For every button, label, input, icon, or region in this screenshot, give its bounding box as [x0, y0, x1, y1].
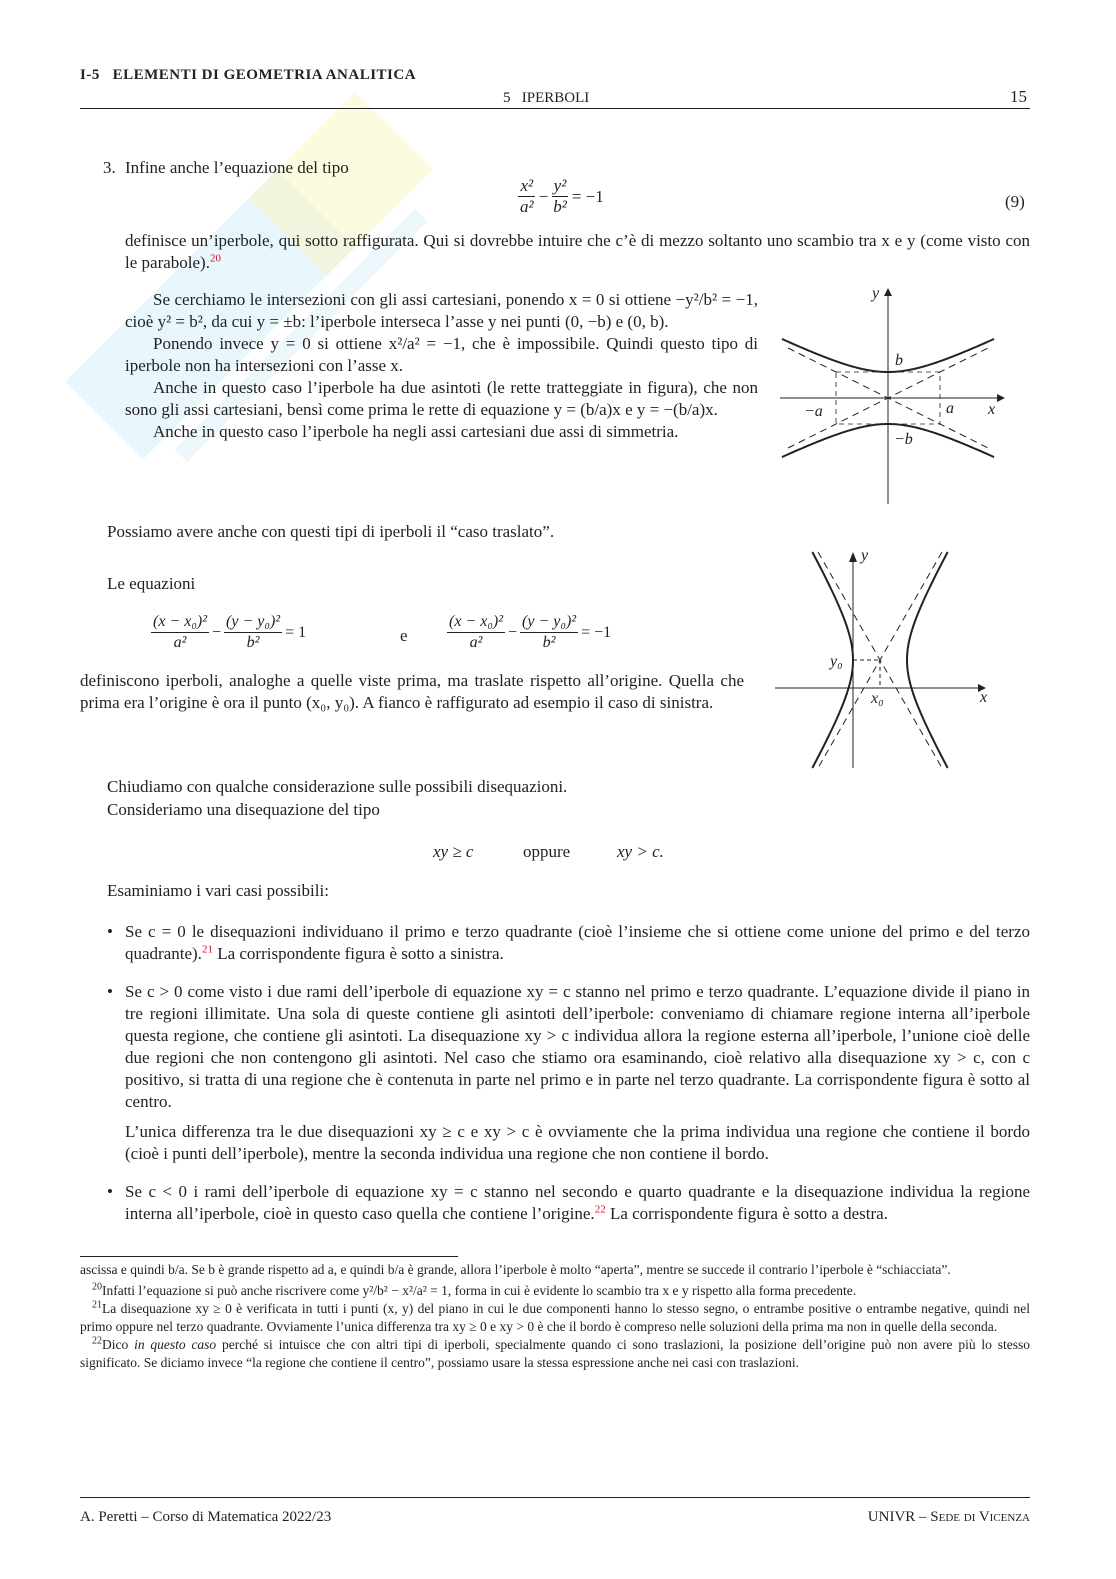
footnote-ref-20[interactable]: 20 — [209, 252, 221, 265]
eq-numerator: x² — [520, 176, 534, 195]
conjunction: e — [400, 626, 408, 645]
section-title: 5 IPERBOLI — [503, 90, 590, 106]
footer-institution: UNIVR – Sede di Vicenza — [867, 1509, 1030, 1525]
bullet-text: La corrispondente figura è sotto a sinistra. — [212, 944, 504, 963]
right-branch — [907, 552, 948, 768]
paragraph: Se cerchiamo le intersezioni con gli assi cartesiani, ponendo x = 0 si ottiene −y²/b² = −1, cioè y² = b², da cui y = ±b: l’iperbole interseca l’asse y nei punti (0, −b) e (0, b). — [125, 290, 758, 331]
eq-rhs: = −1 — [581, 623, 612, 641]
bullet-icon: • — [107, 982, 113, 1001]
vertex-label-neg-b: −b — [894, 431, 913, 448]
paragraph: Anche in questo caso l’iperbole ha negli assi cartesiani due assi di simmetria. — [153, 422, 679, 441]
label-a: a — [946, 400, 954, 417]
footnote-22 — [80, 1336, 1030, 1372]
eq-denominator: b² — [246, 634, 260, 651]
paragraph: Chiudiamo con qualche considerazione sulle possibili disequazioni. — [107, 777, 568, 796]
equation-label: (9) — [1005, 192, 1025, 211]
bullet-list — [107, 921, 1030, 1225]
label-neg-a: −a — [804, 403, 823, 420]
eq-rhs: = −1 — [571, 186, 604, 206]
bullet-item — [107, 1181, 1030, 1225]
bullet-icon: • — [107, 922, 113, 941]
bullet-text: La corrispondente figura è sotto a destra. — [605, 1204, 888, 1223]
footer-rule — [80, 1497, 1030, 1498]
footnote-21 — [80, 1300, 1030, 1336]
paragraph: Esaminiamo i vari casi possibili: — [107, 881, 329, 900]
bullet-text: Se c < 0 i rami dell’iperbole di equazione xy = c stanno nel secondo e quarto quadrante e la disequazione individua la regione interna all’iperbole, cioè in questo caso quella che contiene l’origine. — [125, 1182, 1030, 1223]
x0-label: x₀ — [871, 690, 884, 707]
header-rule — [80, 108, 1030, 109]
eq-numerator: y² — [553, 176, 567, 195]
paragraph: Possiamo avere anche con questi tipi di iperboli il “caso traslato”. — [107, 522, 555, 541]
y-axis-arrow-icon — [849, 552, 857, 562]
bullet-text: Se c = 0 le disequazioni individuano il primo e terzo quadrante (cioè l’insieme che si ottiene come unione del primo e del terzo quadrante). — [125, 922, 1030, 963]
x-axis-label: x — [988, 401, 996, 418]
footnote-emphasis: in questo caso — [134, 1337, 217, 1352]
paragraph: Le equazioni — [107, 574, 196, 593]
inequality-a: xy ≥ c — [433, 842, 474, 861]
inequality-b: xy > c. — [617, 842, 664, 861]
eq-denominator: a² — [173, 634, 187, 651]
eq-numerator: (y − y₀)² — [224, 612, 282, 633]
eq-numerator: (x − x₀)² — [151, 612, 209, 633]
paragraph: definiscono iperboli, analoghe a quelle viste prima, ma traslate rispetto all’origine. Quella che prima era l’origine è ora il punto (x₀, y₀). A fianco è raffigurato ad esempio il caso di sinistra. — [80, 671, 744, 712]
chapter-title: I-5 ELEMENTI DI GEOMETRIA ANALITICA — [80, 67, 417, 83]
footer-author: A. Peretti – Corso di Matematica 2022/23 — [80, 1509, 332, 1525]
footnote-ref-21[interactable]: 21 — [201, 943, 213, 956]
footnote-text: Dico — [102, 1337, 135, 1352]
x-axis-arrow-icon — [997, 394, 1005, 402]
item3-intro: Infine anche l’equazione del tipo — [125, 158, 349, 177]
item3-body — [125, 289, 758, 443]
inequality-or: oppure — [523, 842, 571, 861]
paragraph: Ponendo invece y = 0 si ottiene x²/a² = −1, che è impossibile. Quindi questo tipo di iperbole non ha intersezioni con l’asse x. — [125, 334, 758, 375]
list-number: 3. — [103, 158, 116, 177]
translated-hyperbola-figure — [770, 540, 1000, 775]
paragraph-text: definisce un’iperbole, qui sotto raffigurata. Qui si dovrebbe intuire che c’è di mezzo soltanto uno scambio tra x e y (come visto con le parabole). — [125, 231, 1030, 272]
eq-rhs: = 1 — [285, 623, 307, 641]
footnote-number: 22 — [92, 1335, 102, 1347]
footnote-number: 21 — [92, 1299, 102, 1311]
eq-denominator: b² — [553, 197, 567, 216]
eq-denominator: b² — [542, 634, 556, 651]
equation-9: $\frac{\text{x²}}{\text{a²}}$ − $\frac{\text{y²}}{\text{b²}}$ = −1 — [520, 176, 604, 216]
footnote-20 — [80, 1282, 1030, 1300]
hyperbola-figure — [775, 280, 1015, 510]
bullet-item — [107, 981, 1030, 1113]
footnote-text: perché si intuisce che con altri tipi di iperboli, specialmente quando ci sono traslazioni, la posizione dell’origine può non avere più lo stesso significato. Se diciamo invece “la regione che contiene il centro”, possiamo usare la stessa espressione anche nei casi con traslazioni. — [80, 1337, 1030, 1370]
paragraph: Consideriamo una disequazione del tipo — [107, 800, 380, 819]
paragraph: Anche in questo caso l’iperbole ha due asintoti (le rette tratteggiate in figura), che non sono gli assi cartesiani, bensì come prima le rette di equazione y = (b/a)x e y = −(b/a)x. — [125, 378, 758, 419]
translated-equation-2: $\frac{\text{(x − x₀)²}}{\text{a²}}$ − $\frac{\text{(y − y₀)²}}{\text{b²}}$ = −1 — [449, 613, 612, 651]
bullet-item — [107, 921, 1030, 965]
footnote-number: 20 — [92, 1281, 102, 1293]
eq-denominator: a² — [520, 197, 534, 216]
paragraph — [125, 230, 1030, 274]
y-axis-label: y — [861, 547, 869, 564]
vertex-label-b: b — [895, 352, 903, 369]
bullet-icon: • — [107, 1182, 113, 1201]
translated-equation-1: $\frac{\text{(x − x₀)²}}{\text{a²}}$ − $\frac{\text{(y − y₀)²}}{\text{b²}}$ = 1 — [153, 613, 307, 651]
page-number: 15 — [1010, 87, 1027, 106]
footnote-text: Infatti l’equazione si può anche riscrivere come y²/b² − x²/a² = 1, forma in cui è evidente lo scambio tra x e y rispetto alla forma precedente. — [102, 1283, 857, 1298]
footnote-ref-22[interactable]: 22 — [594, 1203, 606, 1216]
eq-denominator: a² — [469, 634, 483, 651]
eq-numerator: (x − x₀)² — [447, 612, 505, 633]
y-axis-label: y — [872, 285, 880, 302]
eq-numerator: (y − y₀)² — [520, 612, 578, 633]
bullet-text: Se c > 0 come visto i due rami dell’iperbole di equazione xy = c stanno nel primo e terzo quadrante. L’equazione divide il piano in tre regioni illimitate. Una sola di queste contiene gli asintoti dell’iperbole: conveniamo di chiamare regione interna all’iperbole questa regione, che contiene gli asintoti. La disequazione xy > c individua allora la regione esterna all’iperbole, l’unione cioè delle due regioni che non contengono gli asintoti. Nel caso che stiamo ora esaminando, cioè relativo alla disequazione xy > c, con c positivo, si tratta di una regione che è contenuta in parte nel primo e in parte nel terzo quadrante. La corrispondente figura è sotto al centro. — [125, 982, 1030, 1111]
footnotes — [80, 1261, 1030, 1372]
y-axis-arrow-icon — [884, 288, 892, 296]
paragraph — [107, 1121, 1030, 1165]
footnote-text: La disequazione xy ≥ 0 è verificata in tutti i punti (x, y) del piano in cui le due componenti hanno lo stesso segno, o entrambe positive o entrambe negative, quindi nel primo oppure nel terzo quadrante. Ovviamente l’unica differenza tra xy ≥ 0 e xy > 0 è che il bordo è compreso nelle soluzioni della prima ma non in quelle della seconda. — [80, 1301, 1030, 1334]
paragraph-text: L’unica differenza tra le due disequazioni xy ≥ c e xy > c è ovviamente che la prima individua una regione che contiene il bordo (cioè i punti dell’iperbole), mentre la seconda individua una regione che non contiene il bordo. — [125, 1122, 1030, 1163]
footnote-rule — [80, 1256, 458, 1257]
footnote-continuation: ascissa e quindi b/a. Se b è grande rispetto ad a, e quindi b/a è grande, allora l’iperbole è molto “aperta”, mentre se succede il contrario l’iperbole è “schiacciata”. — [80, 1262, 951, 1277]
x-axis-label: x — [980, 689, 988, 706]
y0-label: y₀ — [830, 653, 843, 670]
